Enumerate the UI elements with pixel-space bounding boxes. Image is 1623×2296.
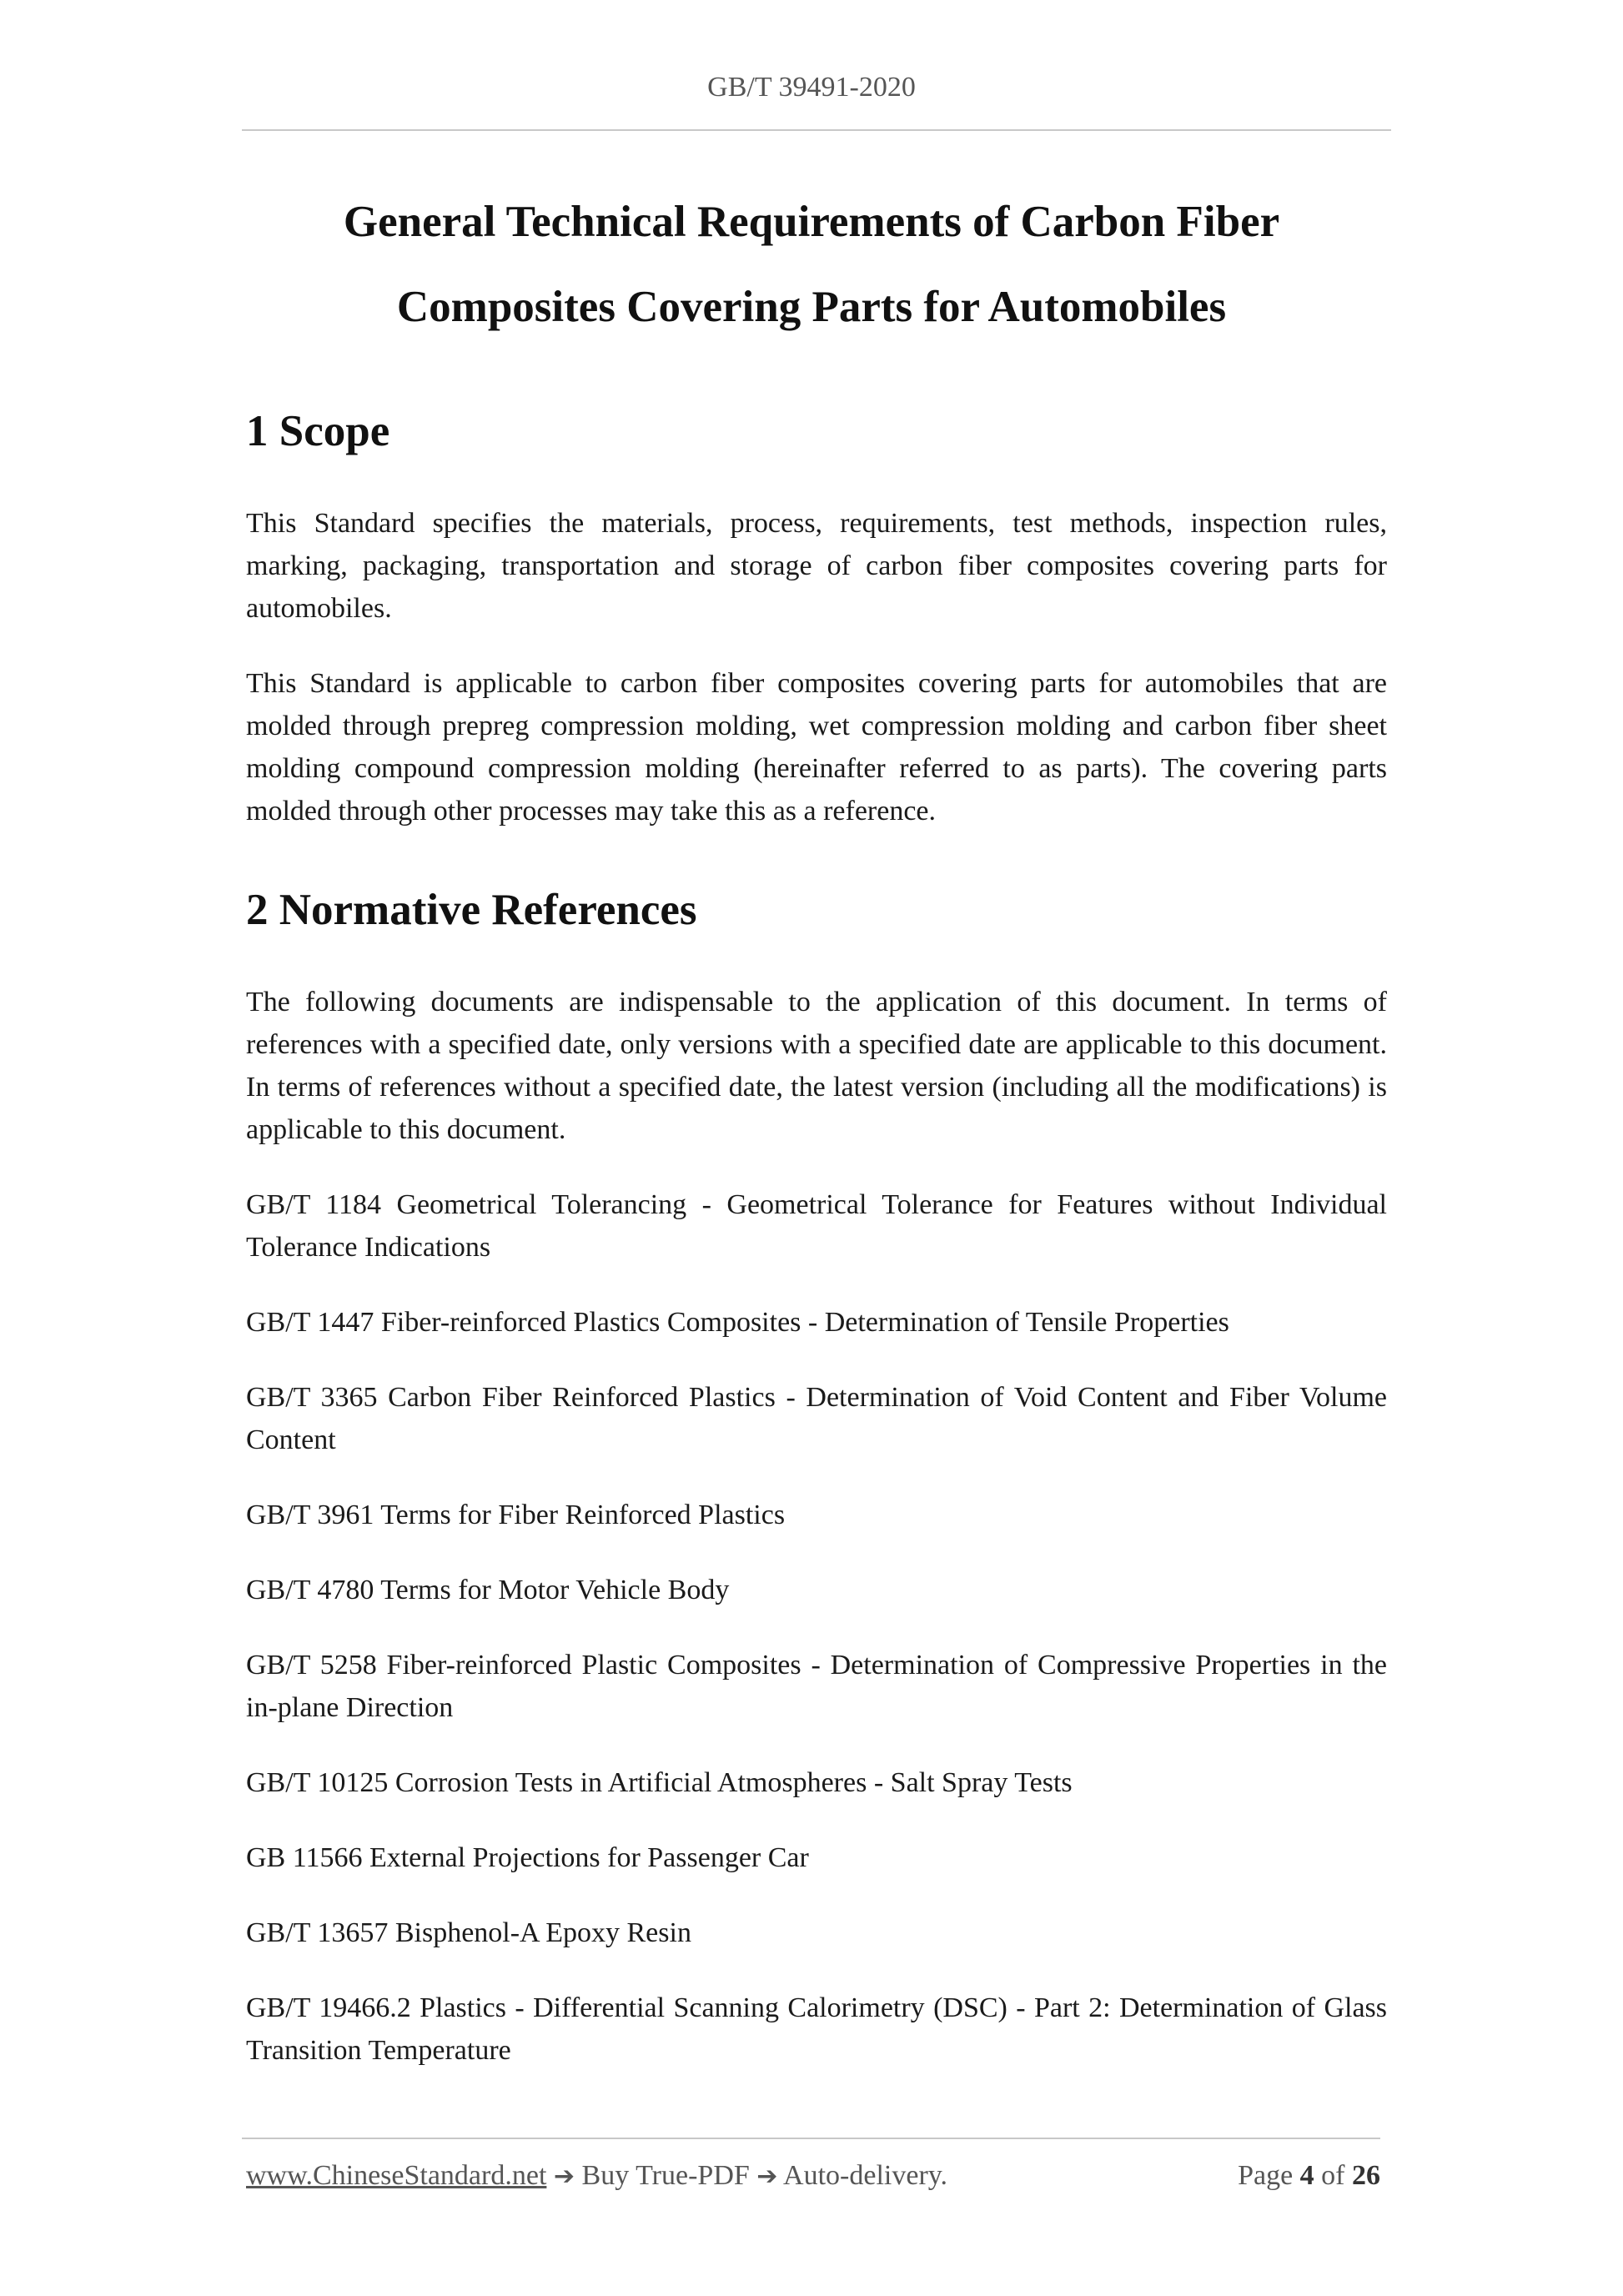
reference-item: GB/T 1447 Fiber-reinforced Plastics Composites - Determination of Tensile Properties bbox=[246, 1307, 1229, 1338]
page-label: Page bbox=[1238, 2160, 1294, 2191]
document-title-line-2: Composites Covering Parts for Automobiles bbox=[396, 283, 1227, 331]
header-divider bbox=[242, 129, 1391, 131]
reference-item: GB/T 3365 Carbon Fiber Reinforced Plastics - Determination of Void Content and Fiber Volume Content bbox=[246, 1382, 1387, 1455]
arrow-right-icon: ➔ bbox=[553, 2162, 575, 2191]
reference-item: GB/T 5258 Fiber-reinforced Plastic Composites - Determination of Compressive Properties in the in-plane Direction bbox=[246, 1650, 1387, 1723]
reference-item: GB/T 1184 Geometrical Tolerancing - Geometrical Tolerance for Features without Individual Tolerance Indications bbox=[246, 1189, 1387, 1263]
site-link[interactable]: www.ChineseStandard.net bbox=[246, 2160, 547, 2191]
page-of-label: of bbox=[1321, 2160, 1345, 2191]
total-pages-number: 26 bbox=[1352, 2160, 1380, 2191]
document-body bbox=[246, 399, 1387, 2072]
current-page-number: 4 bbox=[1299, 2160, 1314, 2191]
auto-delivery-text: Auto-delivery. bbox=[783, 2160, 948, 2191]
footer-promo bbox=[246, 2160, 947, 2192]
buy-true-pdf-text: Buy True-PDF bbox=[581, 2160, 750, 2191]
page-indicator bbox=[1238, 2160, 1380, 2192]
section-heading-normative-references: 2 Normative References bbox=[246, 886, 697, 934]
arrow-right-icon: ➔ bbox=[756, 2162, 778, 2191]
reference-item: GB 11566 External Projections for Passenger Car bbox=[246, 1842, 809, 1873]
section-heading-scope: 1 Scope bbox=[246, 407, 390, 455]
reference-item: GB/T 4780 Terms for Motor Vehicle Body bbox=[246, 1575, 730, 1605]
document-title-line-1: General Technical Requirements of Carbon Fiber bbox=[343, 198, 1280, 246]
scope-paragraph-2: This Standard is applicable to carbon fiber composites covering parts for automobiles that are molded through prepreg compression molding, wet compression molding and carbon fiber sheet molding compound compression molding (hereinafter referred to as parts). The covering parts molded through other processes may take this as a reference. bbox=[246, 668, 1387, 826]
footer-divider bbox=[242, 2138, 1380, 2139]
reference-item: GB/T 10125 Corrosion Tests in Artificial Atmospheres - Salt Spray Tests bbox=[246, 1767, 1073, 1798]
normative-intro-paragraph: The following documents are indispensable to the application of this document. In terms of references with a specified date, only versions with a specified date are applicable to this document. In terms of references without a specified date, the latest version (including all the modifications) is applicable to this document. bbox=[246, 987, 1387, 1145]
reference-item: GB/T 3961 Terms for Fiber Reinforced Plastics bbox=[246, 1500, 786, 1530]
reference-item: GB/T 13657 Bisphenol-A Epoxy Resin bbox=[246, 1917, 691, 1948]
running-header: GB/T 39491-2020 bbox=[707, 72, 916, 103]
reference-item: GB/T 19466.2 Plastics - Differential Scanning Calorimetry (DSC) - Part 2: Determination of Glass Transition Temperature bbox=[246, 1992, 1387, 2066]
scope-paragraph-1: This Standard specifies the materials, process, requirements, test methods, inspection rules, marking, packaging, transportation and storage of carbon fiber composites covering parts for automobiles. bbox=[246, 508, 1387, 624]
